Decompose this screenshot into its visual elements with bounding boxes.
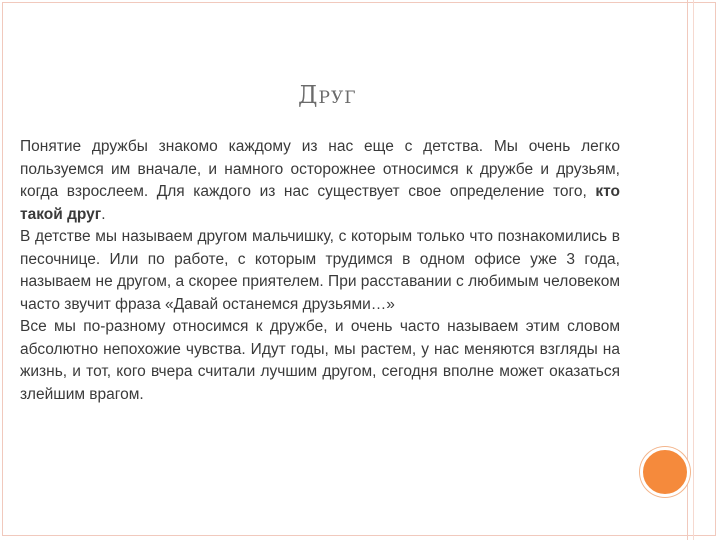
decorative-line-secondary [693, 0, 694, 540]
decorative-line [687, 0, 688, 540]
slide-body [20, 136, 620, 406]
slide-title [298, 80, 357, 110]
paragraph-1-end: . [101, 205, 106, 223]
decorative-circle [640, 447, 690, 497]
paragraph-1-bold-phrase: кто такой друг [20, 183, 620, 223]
paragraph-2: В детстве мы называем другом мальчишку, с которым только что познакомились в песочнице. Или по работе, с которым трудимся в одном офисе уже 3 года, называем не другом, а скорее приятелем. При расставании с любимым человеком часто звучит фраза «Давай останемся друзьями…» [20, 228, 620, 313]
slide-title-text: Друг [298, 81, 357, 109]
paragraph-1 [20, 136, 620, 226]
paragraph-1-text: Понятие дружбы знакомо каждому из нас еще с детства. Мы очень легко пользуемся им вначале, и намного осторожнее относимся к дружбе и друзьям, когда взрослеем. Для каждого из нас существует свое определение того, [20, 138, 620, 200]
paragraph-3: Все мы по-разному относимся к дружбе, и очень часто называем этим словом абсолютно непохожие чувства. Идут годы, мы растем, у нас меняются взгляды на жизнь, и тот, кого вчера считали лучшим другом, сегодня вполне может оказаться злейшим врагом. [20, 318, 620, 403]
